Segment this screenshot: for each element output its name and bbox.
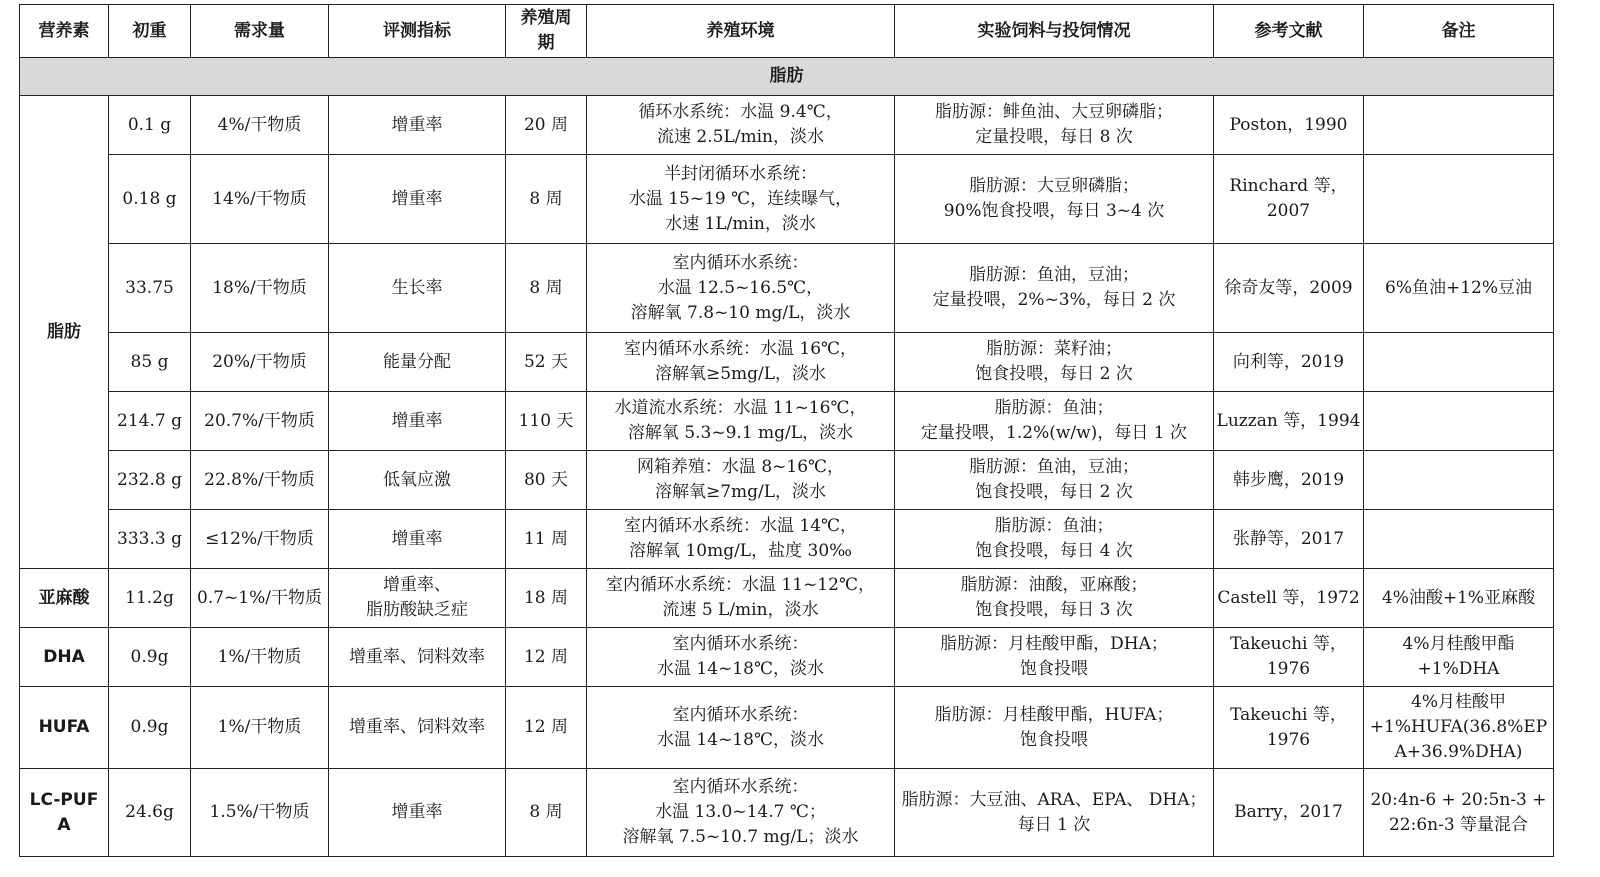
note-cell (1364, 451, 1554, 510)
feed-cell-line: 定量投喂，2%~3%，每日 2 次 (932, 290, 1176, 310)
feed-cell (895, 769, 1214, 857)
table-body (20, 58, 1554, 857)
requirement-cell: 0.7~1%/干物质 (191, 569, 329, 628)
nutrient-cell: DHA (20, 628, 109, 687)
requirement-cell: ≤12%/干物质 (191, 510, 329, 569)
nutrient-cell (20, 769, 109, 857)
table-row (20, 392, 1554, 451)
reference-cell (1214, 687, 1364, 769)
cycle-cell: 11 周 (506, 510, 587, 569)
feed-cell-line: 每日 1 次 (1017, 814, 1091, 835)
indicator-cell-line: 增重率 (391, 188, 443, 209)
environment-cell (587, 333, 895, 392)
indicator-cell (329, 244, 506, 333)
environment-cell (587, 96, 895, 155)
environment-cell (587, 155, 895, 244)
note-cell (1364, 569, 1554, 628)
note-cell (1364, 769, 1554, 857)
note-cell (1364, 333, 1554, 392)
environment-cell-line: 循环水系统：水温 9.4℃， (638, 102, 843, 122)
header-note: 备注 (1364, 5, 1554, 58)
environment-cell-line: 溶解氧≥7mg/L，淡水 (654, 482, 827, 502)
cycle-cell: 20 周 (506, 96, 587, 155)
indicator-cell (329, 333, 506, 392)
reference-cell-line: Barry，2017 (1234, 802, 1343, 822)
cycle-cell: 18 周 (506, 569, 587, 628)
environment-cell-line: 溶解氧≥5mg/L，淡水 (654, 364, 827, 384)
environment-cell-line: 水温 14~18℃，淡水 (657, 729, 824, 750)
reference-cell-line: Takeuchi 等， (1230, 704, 1347, 725)
reference-cell-line: 1976 (1266, 659, 1311, 679)
requirement-cell: 1%/干物质 (191, 628, 329, 687)
indicator-cell (329, 155, 506, 244)
requirement-cell: 20.7%/干物质 (191, 392, 329, 451)
initial-weight-cell: 33.75 (109, 244, 191, 333)
environment-cell (587, 687, 895, 769)
nutrient-cell: HUFA (20, 687, 109, 769)
note-cell-line: 4%月桂酸甲 (1411, 692, 1506, 712)
feed-cell-line: 脂肪源：鱼油，豆油； (969, 457, 1139, 477)
indicator-cell (329, 451, 506, 510)
indicator-cell (329, 769, 506, 857)
indicator-cell-line: 生长率 (391, 277, 443, 298)
feed-cell-line: 脂肪源：鱼油，豆油； (969, 265, 1139, 285)
cycle-cell: 8 周 (506, 769, 587, 857)
feed-cell (895, 510, 1214, 569)
feed-cell-line: 90%饱食投喂，每日 3~4 次 (943, 201, 1165, 221)
cycle-cell: 8 周 (506, 155, 587, 244)
cycle-cell: 52 天 (506, 333, 587, 392)
table-row (20, 451, 1554, 510)
environment-cell-line: 流速 5 L/min，淡水 (662, 600, 819, 620)
indicator-cell-line: 增重率 (391, 528, 443, 549)
feed-cell-line: 脂肪源：鲱鱼油、大豆卵磷脂； (935, 102, 1173, 122)
note-cell (1364, 628, 1554, 687)
environment-cell-line: 水速 1L/min，淡水 (665, 213, 816, 234)
initial-weight-cell: 0.1 g (109, 96, 191, 155)
reference-cell-line: Luzzan 等，1994 (1216, 410, 1361, 431)
initial-weight-cell: 0.18 g (109, 155, 191, 244)
feed-cell-line: 饱食投喂，每日 4 次 (975, 541, 1133, 561)
cycle-cell: 12 周 (506, 628, 587, 687)
header-indicator: 评测指标 (329, 5, 506, 58)
feed-cell-line: 饱食投喂 (1020, 729, 1088, 750)
feed-cell-line: 饱食投喂，每日 2 次 (975, 364, 1133, 384)
indicator-cell (329, 392, 506, 451)
reference-cell-line: 向利等，2019 (1232, 351, 1345, 372)
requirement-cell: 22.8%/干物质 (191, 451, 329, 510)
reference-cell-line: 张静等，2017 (1232, 528, 1345, 549)
table-row (20, 155, 1554, 244)
note-cell-line: 4%月桂酸甲酯 (1402, 634, 1515, 654)
environment-cell (587, 628, 895, 687)
reference-cell-line: Castell 等，1972 (1217, 587, 1360, 608)
reference-cell (1214, 569, 1364, 628)
environment-cell-line: 室内循环水系统：水温 16℃， (623, 339, 858, 359)
environment-cell (587, 769, 895, 857)
environment-cell-line: 水温 14~18℃，淡水 (657, 659, 824, 679)
feed-cell-line: 饱食投喂 (1020, 659, 1088, 679)
table-row (20, 96, 1554, 155)
reference-cell (1214, 392, 1364, 451)
environment-cell-line: 室内循环水系统： (672, 704, 809, 725)
table-row (20, 769, 1554, 857)
feed-cell (895, 392, 1214, 451)
feed-cell-line: 脂肪源：月桂酸甲酯，DHA； (940, 634, 1168, 654)
indicator-cell-line: 增重率 (391, 802, 443, 822)
feed-cell-line: 饱食投喂，每日 3 次 (975, 600, 1133, 620)
environment-cell-line: 水温 13.0~14.7 ℃； (655, 802, 826, 822)
indicator-cell (329, 569, 506, 628)
initial-weight-cell: 232.8 g (109, 451, 191, 510)
requirement-cell: 1.5%/干物质 (191, 769, 329, 857)
initial-weight-cell: 0.9g (109, 687, 191, 769)
note-cell-line: +1%DHA (1417, 659, 1500, 679)
reference-cell (1214, 155, 1364, 244)
feed-cell-line: 脂肪源：油酸，亚麻酸； (960, 575, 1148, 595)
feed-cell-line: 脂肪源：月桂酸甲酯，HUFA； (934, 704, 1174, 725)
header-nutrient: 营养素 (20, 5, 109, 58)
requirement-cell: 1%/干物质 (191, 687, 329, 769)
nutrient-cell-line: A (57, 814, 71, 835)
reference-cell-line: 韩步鹰，2019 (1232, 469, 1345, 490)
reference-cell-line: Takeuchi 等， (1230, 634, 1347, 654)
reference-cell (1214, 333, 1364, 392)
environment-cell-line: 网箱养殖：水温 8~16℃， (636, 457, 845, 477)
requirement-cell: 20%/干物质 (191, 333, 329, 392)
environment-cell-line: 室内循环水系统：水温 14℃， (623, 516, 858, 536)
feed-cell-line: 定量投喂，每日 8 次 (975, 127, 1133, 147)
indicator-cell (329, 687, 506, 769)
reference-cell-line: 徐奇友等，2009 (1224, 277, 1353, 298)
feed-cell (895, 687, 1214, 769)
environment-cell-line: 溶解氧 5.3~9.1 mg/L，淡水 (627, 423, 854, 443)
environment-cell-line: 室内循环水系统： (672, 634, 809, 654)
note-cell (1364, 510, 1554, 569)
reference-cell (1214, 769, 1364, 857)
table-row (20, 569, 1554, 628)
environment-cell-line: 溶解氧 7.5~10.7 mg/L；淡水 (622, 827, 859, 847)
reference-cell-line: Rinchard 等， (1229, 176, 1348, 196)
feed-cell (895, 244, 1214, 333)
initial-weight-cell: 214.7 g (109, 392, 191, 451)
section-row (20, 58, 1554, 96)
cycle-cell: 12 周 (506, 687, 587, 769)
requirement-cell: 4%/干物质 (191, 96, 329, 155)
feed-cell-line: 脂肪源：鱼油； (994, 516, 1114, 536)
nutrient-cell: 亚麻酸 (20, 569, 109, 628)
feed-cell (895, 155, 1214, 244)
reference-cell-line: Poston，1990 (1229, 114, 1348, 135)
environment-cell-line: 流速 2.5L/min，淡水 (657, 127, 824, 147)
environment-cell-line: 半封闭循环水系统： (664, 163, 817, 184)
environment-cell-line: 室内循环水系统： (672, 777, 809, 797)
initial-weight-cell: 333.3 g (109, 510, 191, 569)
indicator-cell-line: 低氧应激 (383, 469, 451, 490)
nutrient-cell: 脂肪 (20, 96, 109, 569)
environment-cell (587, 244, 895, 333)
environment-cell (587, 392, 895, 451)
feed-cell (895, 569, 1214, 628)
initial-weight-cell: 85 g (109, 333, 191, 392)
reference-cell-line: 2007 (1266, 201, 1311, 221)
header-cycle: 养殖周期 (506, 5, 587, 58)
environment-cell-line: 水道流水系统：水温 11~16℃， (614, 398, 867, 418)
feed-cell (895, 628, 1214, 687)
environment-cell (587, 569, 895, 628)
cycle-cell: 8 周 (506, 244, 587, 333)
indicator-cell-line: 增重率、 (383, 575, 451, 595)
indicator-cell-line: 脂肪酸缺乏症 (366, 600, 468, 620)
nutrient-cell-line: LC-PUF (29, 789, 99, 810)
feed-cell-line: 定量投喂，1.2%(w/w)，每日 1 次 (921, 423, 1187, 443)
feed-cell (895, 451, 1214, 510)
reference-cell (1214, 244, 1364, 333)
table-row (20, 510, 1554, 569)
reference-cell (1214, 96, 1364, 155)
note-cell (1364, 687, 1554, 769)
environment-cell-line: 溶解氧 10mg/L，盐度 30‰ (629, 541, 852, 561)
reference-cell (1214, 451, 1364, 510)
environment-cell-line: 水温 15~19 ℃，连续曝气， (628, 188, 853, 209)
feed-cell-line: 脂肪源：菜籽油； (986, 339, 1122, 359)
indicator-cell-line: 能量分配 (383, 351, 451, 372)
requirement-cell: 18%/干物质 (191, 244, 329, 333)
note-cell-line: 6%鱼油+12%豆油 (1385, 277, 1532, 298)
environment-cell-line: 水温 12.5~16.5℃， (657, 277, 824, 298)
feed-cell (895, 96, 1214, 155)
table-row (20, 628, 1554, 687)
initial-weight-cell: 11.2g (109, 569, 191, 628)
table-row (20, 244, 1554, 333)
initial-weight-cell: 24.6g (109, 769, 191, 857)
requirement-cell: 14%/干物质 (191, 155, 329, 244)
feed-cell (895, 333, 1214, 392)
note-cell-line: +1%HUFA(36.8%EP (1369, 717, 1548, 737)
note-cell (1364, 244, 1554, 333)
feed-cell-line: 饱食投喂，每日 2 次 (975, 482, 1133, 502)
nutrition-requirement-table (19, 4, 1554, 857)
header-requirement: 需求量 (191, 5, 329, 58)
reference-cell-line: 1976 (1266, 729, 1311, 750)
note-cell-line: 4%油酸+1%亚麻酸 (1381, 587, 1536, 608)
header-feed: 实验饲料与投饲情况 (895, 5, 1214, 58)
table-row (20, 687, 1554, 769)
cycle-cell: 110 天 (506, 392, 587, 451)
header-reference: 参考文献 (1214, 5, 1364, 58)
indicator-cell-line: 增重率 (391, 114, 443, 135)
cycle-cell: 80 天 (506, 451, 587, 510)
section-title: 脂肪 (20, 58, 1554, 96)
note-cell (1364, 96, 1554, 155)
indicator-cell (329, 96, 506, 155)
reference-cell (1214, 510, 1364, 569)
note-cell-line: A+36.9%DHA) (1394, 742, 1523, 762)
feed-cell-line: 脂肪源：鱼油； (994, 398, 1114, 418)
header-environment: 养殖环境 (587, 5, 895, 58)
feed-cell-line: 脂肪源：大豆油、ARA、EPA、 DHA； (901, 789, 1207, 810)
initial-weight-cell: 0.9g (109, 628, 191, 687)
indicator-cell-line: 增重率 (391, 410, 443, 431)
table-row (20, 333, 1554, 392)
environment-cell (587, 510, 895, 569)
environment-cell-line: 室内循环水系统：水温 11~12℃， (606, 575, 875, 595)
note-cell (1364, 155, 1554, 244)
environment-cell-line: 室内循环水系统： (672, 252, 809, 273)
environment-cell (587, 451, 895, 510)
environment-cell-line: 溶解氧 7.8~10 mg/L，淡水 (630, 302, 851, 323)
indicator-cell (329, 510, 506, 569)
note-cell (1364, 392, 1554, 451)
indicator-cell-line: 增重率、饲料效率 (349, 717, 485, 737)
indicator-cell-line: 增重率、饲料效率 (349, 646, 485, 667)
note-cell-line: 20:4n-6 + 20:5n-3 + (1370, 789, 1547, 810)
note-cell-line: 22:6n-3 等量混合 (1388, 814, 1529, 835)
feed-cell-line: 脂肪源：大豆卵磷脂； (969, 176, 1139, 196)
header-row (20, 5, 1554, 58)
header-initial-weight: 初重 (109, 5, 191, 58)
reference-cell (1214, 628, 1364, 687)
indicator-cell (329, 628, 506, 687)
